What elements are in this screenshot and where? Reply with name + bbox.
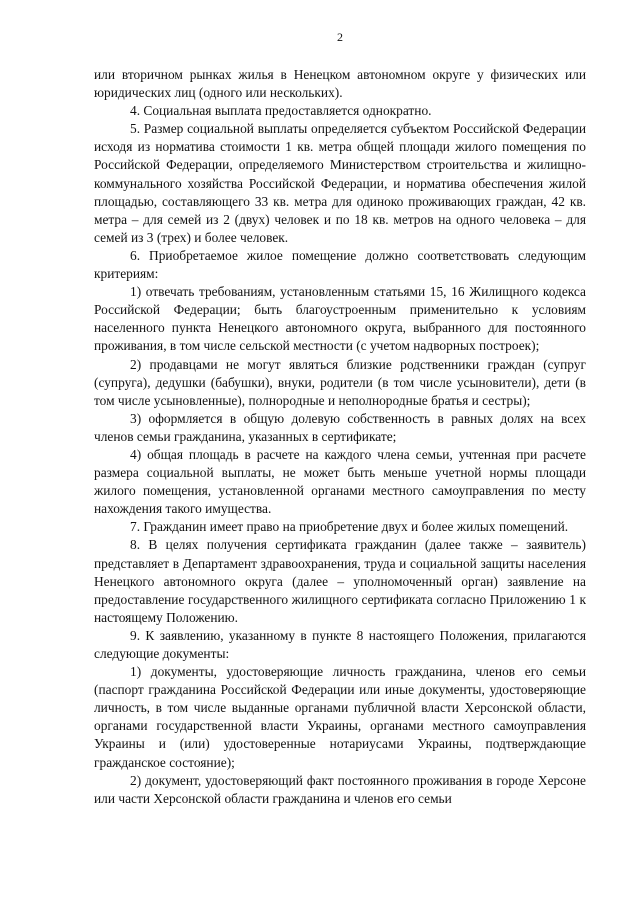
paragraph-item-4: 4. Социальная выплата предоставляется однократно. [130, 103, 432, 119]
paragraph-item-9: 9. К заявлению, указанному в пункте 8 настоящего Положения, прилагаются следующие документы: [94, 627, 586, 661]
paragraph-item-6: 6. Приобретаемое жилое помещение должно соответствовать следующим критериям: [94, 247, 586, 282]
subitem-6-4: 4) общая площадь в расчете на каждого члена семьи, учтенная при расчете размера социальной выплаты, не может быть меньше учетной нормы площади жилого помещения, установленной органами местного самоуправления по месту нахождения такого имущества. [94, 446, 586, 517]
subitem-6-3: 3) оформляется в общую долевую собственность в равных долях на всех членов семьи гражданина, указанных в сертификате; [94, 410, 586, 444]
subitem-6-2: 2) продавцами не могут являться близкие родственники граждан (супруг (супруга), дедушки (бабушки), внуки, родители (в том числе усыновители), дети (в том числе усыновленные), полнородные и неполнородные братья и сестры); [94, 356, 586, 408]
paragraph-continuation: или вторичном рынках жилья в Ненецком автономном округе у физических или юридических лиц (одного или нескольких). [94, 67, 586, 101]
subitem-6-1: 1) отвечать требованиям, установленным статьями 15, 16 Жилищного кодекса Российской Федерации; быть благоустроенным применительно к условиям населенного пункта Ненецкого автономного округа, выбранного для постоянного проживания, в том числе сельской местности (с учетом надворных построек); [94, 284, 586, 354]
subitem-9-2: 2) документ, удостоверяющий факт постоянного проживания в городе Херсоне или части Херсонской области гражданина и членов его семьи [94, 772, 586, 806]
subitem-9-1: 1) документы, удостоверяющие личность гражданина, членов его семьи (паспорт гражданина Российской Федерации или иные документы, удостоверяющие личность, в том числе выданные органами публичной власти Херсонской области, органами государственной власти Украины, органами местного самоуправления Украины и (или) удостоверенные нотариусами Украины, подтверждающие гражданское состояние); [94, 664, 586, 770]
page-number: 2 [337, 30, 343, 44]
paragraph-item-8: 8. В целях получения сертификата гражданин (далее также – заявитель) представляет в Департамент здравоохранения, труда и социальной защиты населения Ненецкого автономного округа (далее – уполномоченный орган) заявление на предоставление государственного жилищного сертификата согласно Приложению 1 к настоящему Положению. [94, 537, 586, 625]
paragraph-item-5: 5. Размер социальной выплаты определяется субъектом Российской Федерации исходя из норматива стоимости 1 кв. метра общей площади жилого помещения по Российской Федерации, определяемого Министерством строительства и жилищно-коммунального хозяйства Российской Федерации, и норматива обеспечения жилой площадью, составляющего 33 кв. метра для одиноко проживающих граждан, 42 кв. метра – для семей из 2 (двух) человек и по 18 кв. метров на одного человека – для семей из 3 (трех) и более человек. [94, 121, 586, 245]
paragraph-item-7: 7. Гражданин имеет право на приобретение двух и более жилых помещений. [130, 519, 569, 535]
